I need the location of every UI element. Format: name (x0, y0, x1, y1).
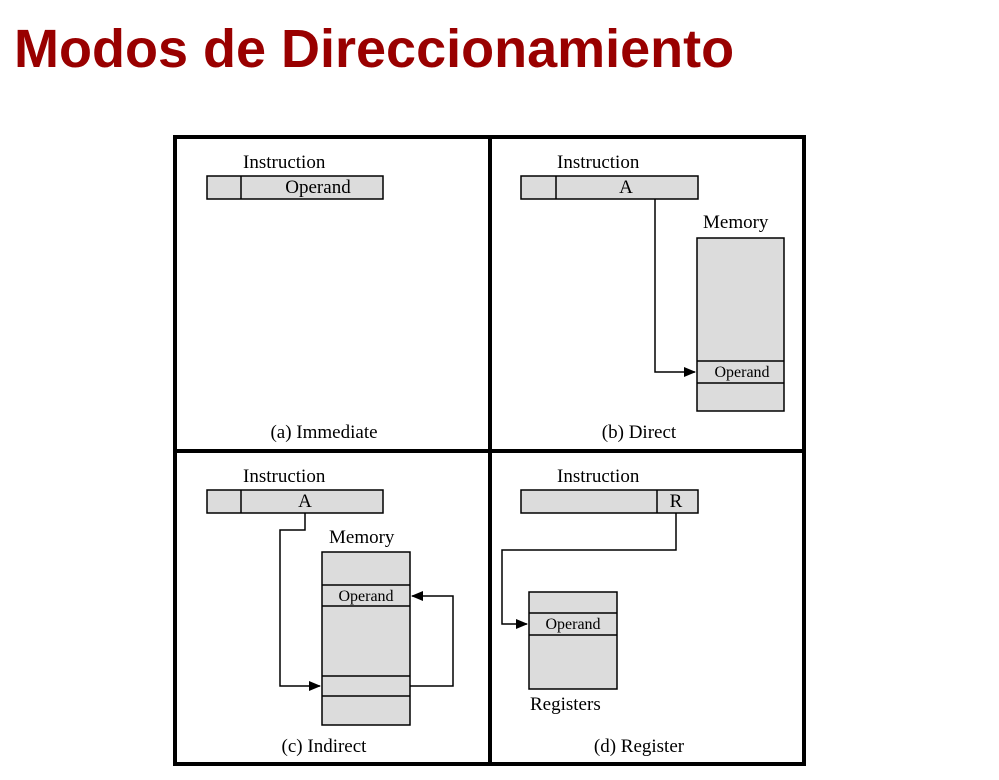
address-field: A (298, 491, 312, 512)
memory-block (322, 552, 410, 725)
registers-label: Registers (530, 694, 601, 715)
address-arrow (655, 199, 695, 372)
instruction-label: Instruction (243, 152, 326, 173)
caption-register: (d) Register (593, 736, 685, 757)
operand-cell: Operand (714, 364, 770, 381)
slide-title: Modos de Direccionamiento (14, 19, 735, 79)
instruction-box (521, 176, 698, 199)
operand-field: Operand (285, 177, 351, 198)
memory-label: Memory (703, 212, 769, 233)
panel-indirect (207, 466, 453, 757)
address-arrow (280, 513, 320, 686)
pointer-arrow (410, 596, 453, 686)
instruction-box (207, 490, 383, 513)
instruction-label: Instruction (557, 466, 640, 487)
operand-cell: Operand (338, 588, 394, 605)
panel-direct (521, 152, 784, 443)
caption-direct: (b) Direct (601, 422, 677, 443)
instruction-label: Instruction (243, 466, 326, 487)
memory-label: Memory (329, 527, 395, 548)
registers-block (529, 592, 617, 689)
address-field: A (619, 177, 633, 198)
panel-register (502, 466, 698, 757)
register-field: R (669, 491, 683, 512)
panel-immediate (207, 152, 383, 443)
caption-immediate: (a) Immediate (270, 422, 378, 443)
memory-block (697, 238, 784, 411)
operand-cell: Operand (545, 616, 601, 633)
caption-indirect: (c) Indirect (281, 736, 367, 757)
instruction-label: Instruction (557, 152, 640, 173)
